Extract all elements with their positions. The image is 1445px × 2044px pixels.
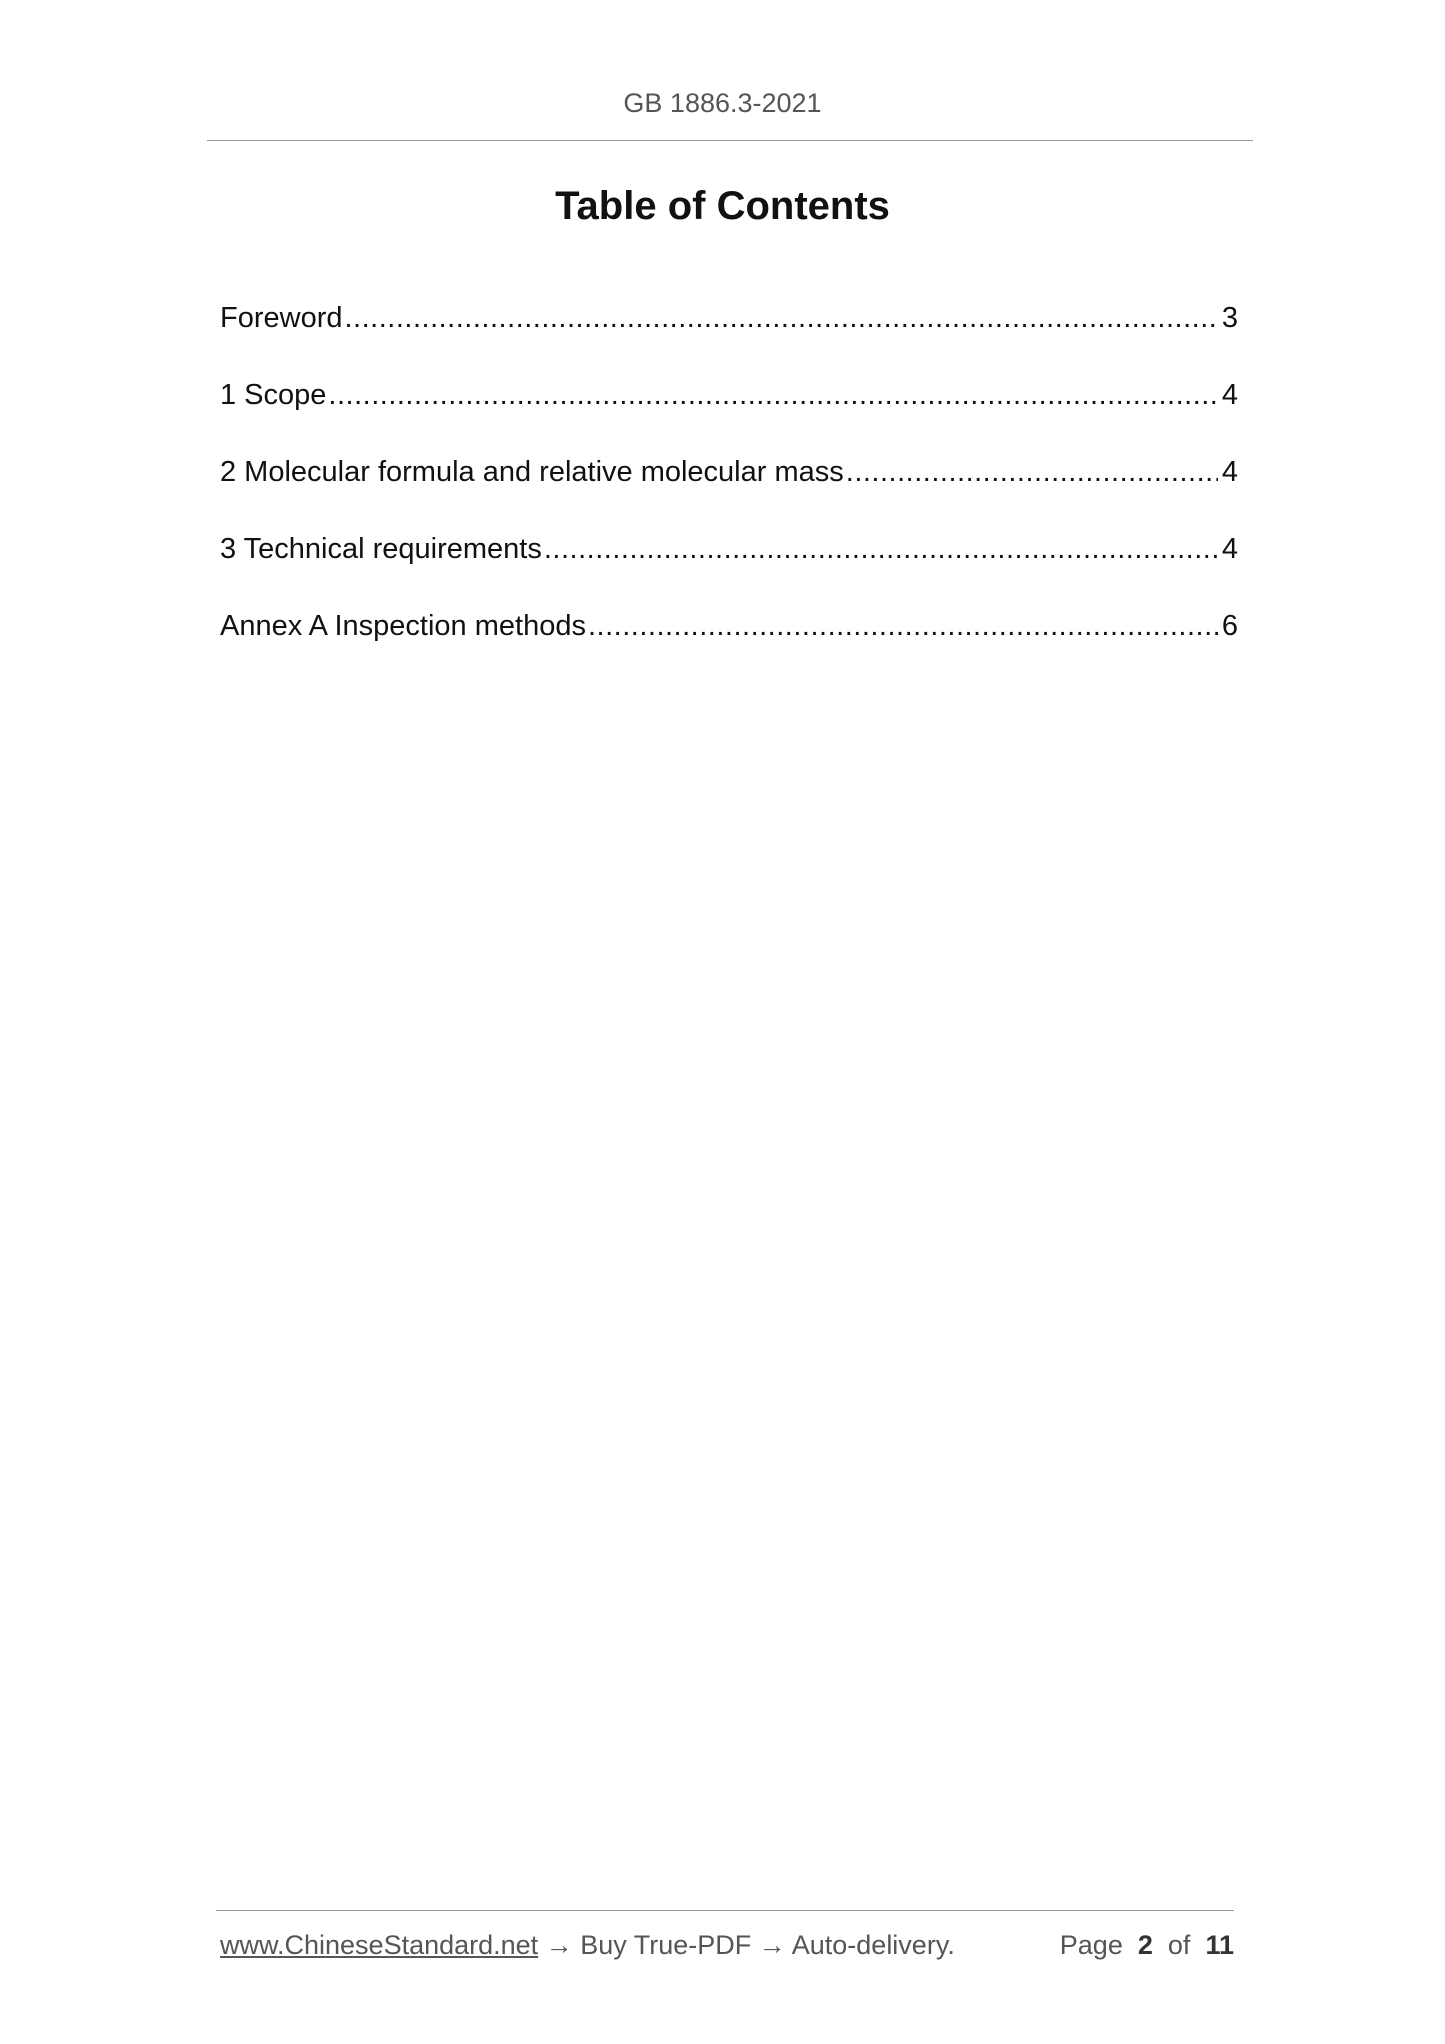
page-word: Page [1059,1930,1123,1960]
current-page-number: 2 [1137,1930,1153,1960]
toc-entry-technical-requirements[interactable] [220,533,1238,610]
toc-entry-label: Foreword [220,302,343,334]
toc-entry-page: 3 [1221,302,1238,334]
page-indicator [1060,1930,1234,1961]
toc-dot-leader [544,533,1218,566]
footer-promo [220,1930,955,1961]
total-pages-number: 11 [1205,1930,1234,1960]
toc-entry-label: Annex A Inspection methods [220,610,586,642]
toc-dot-leader [345,302,1218,335]
footer-divider [216,1910,1234,1911]
of-word: of [1167,1930,1191,1960]
toc-dot-leader [846,456,1218,489]
toc-entry-molecular-formula[interactable] [220,456,1238,533]
page-title: Table of Contents [555,184,890,228]
toc-entry-label: 2 Molecular formula and relative molecular mass [220,456,844,488]
toc-dot-leader [328,379,1217,412]
header-divider [207,140,1253,141]
toc-entry-page: 4 [1221,456,1238,488]
toc-entry-foreword[interactable] [220,302,1238,379]
toc-entry-page: 4 [1221,379,1238,411]
document-code: GB 1886.3-2021 [623,88,822,118]
toc-entry-label: 1 Scope [220,379,327,411]
toc-dot-leader [588,610,1218,643]
toc-entry-page: 4 [1221,533,1238,565]
page-footer [220,1930,1234,1961]
footer-tagline: → Buy True-PDF → Auto-delivery. [538,1930,955,1960]
toc-entry-scope[interactable] [220,379,1238,456]
toc-entry-annex-a[interactable] [220,610,1238,687]
toc-entry-label: 3 Technical requirements [220,533,542,565]
website-link[interactable]: www.ChineseStandard.net [220,1930,539,1960]
table-of-contents [220,302,1238,687]
toc-entry-page: 6 [1221,610,1238,642]
